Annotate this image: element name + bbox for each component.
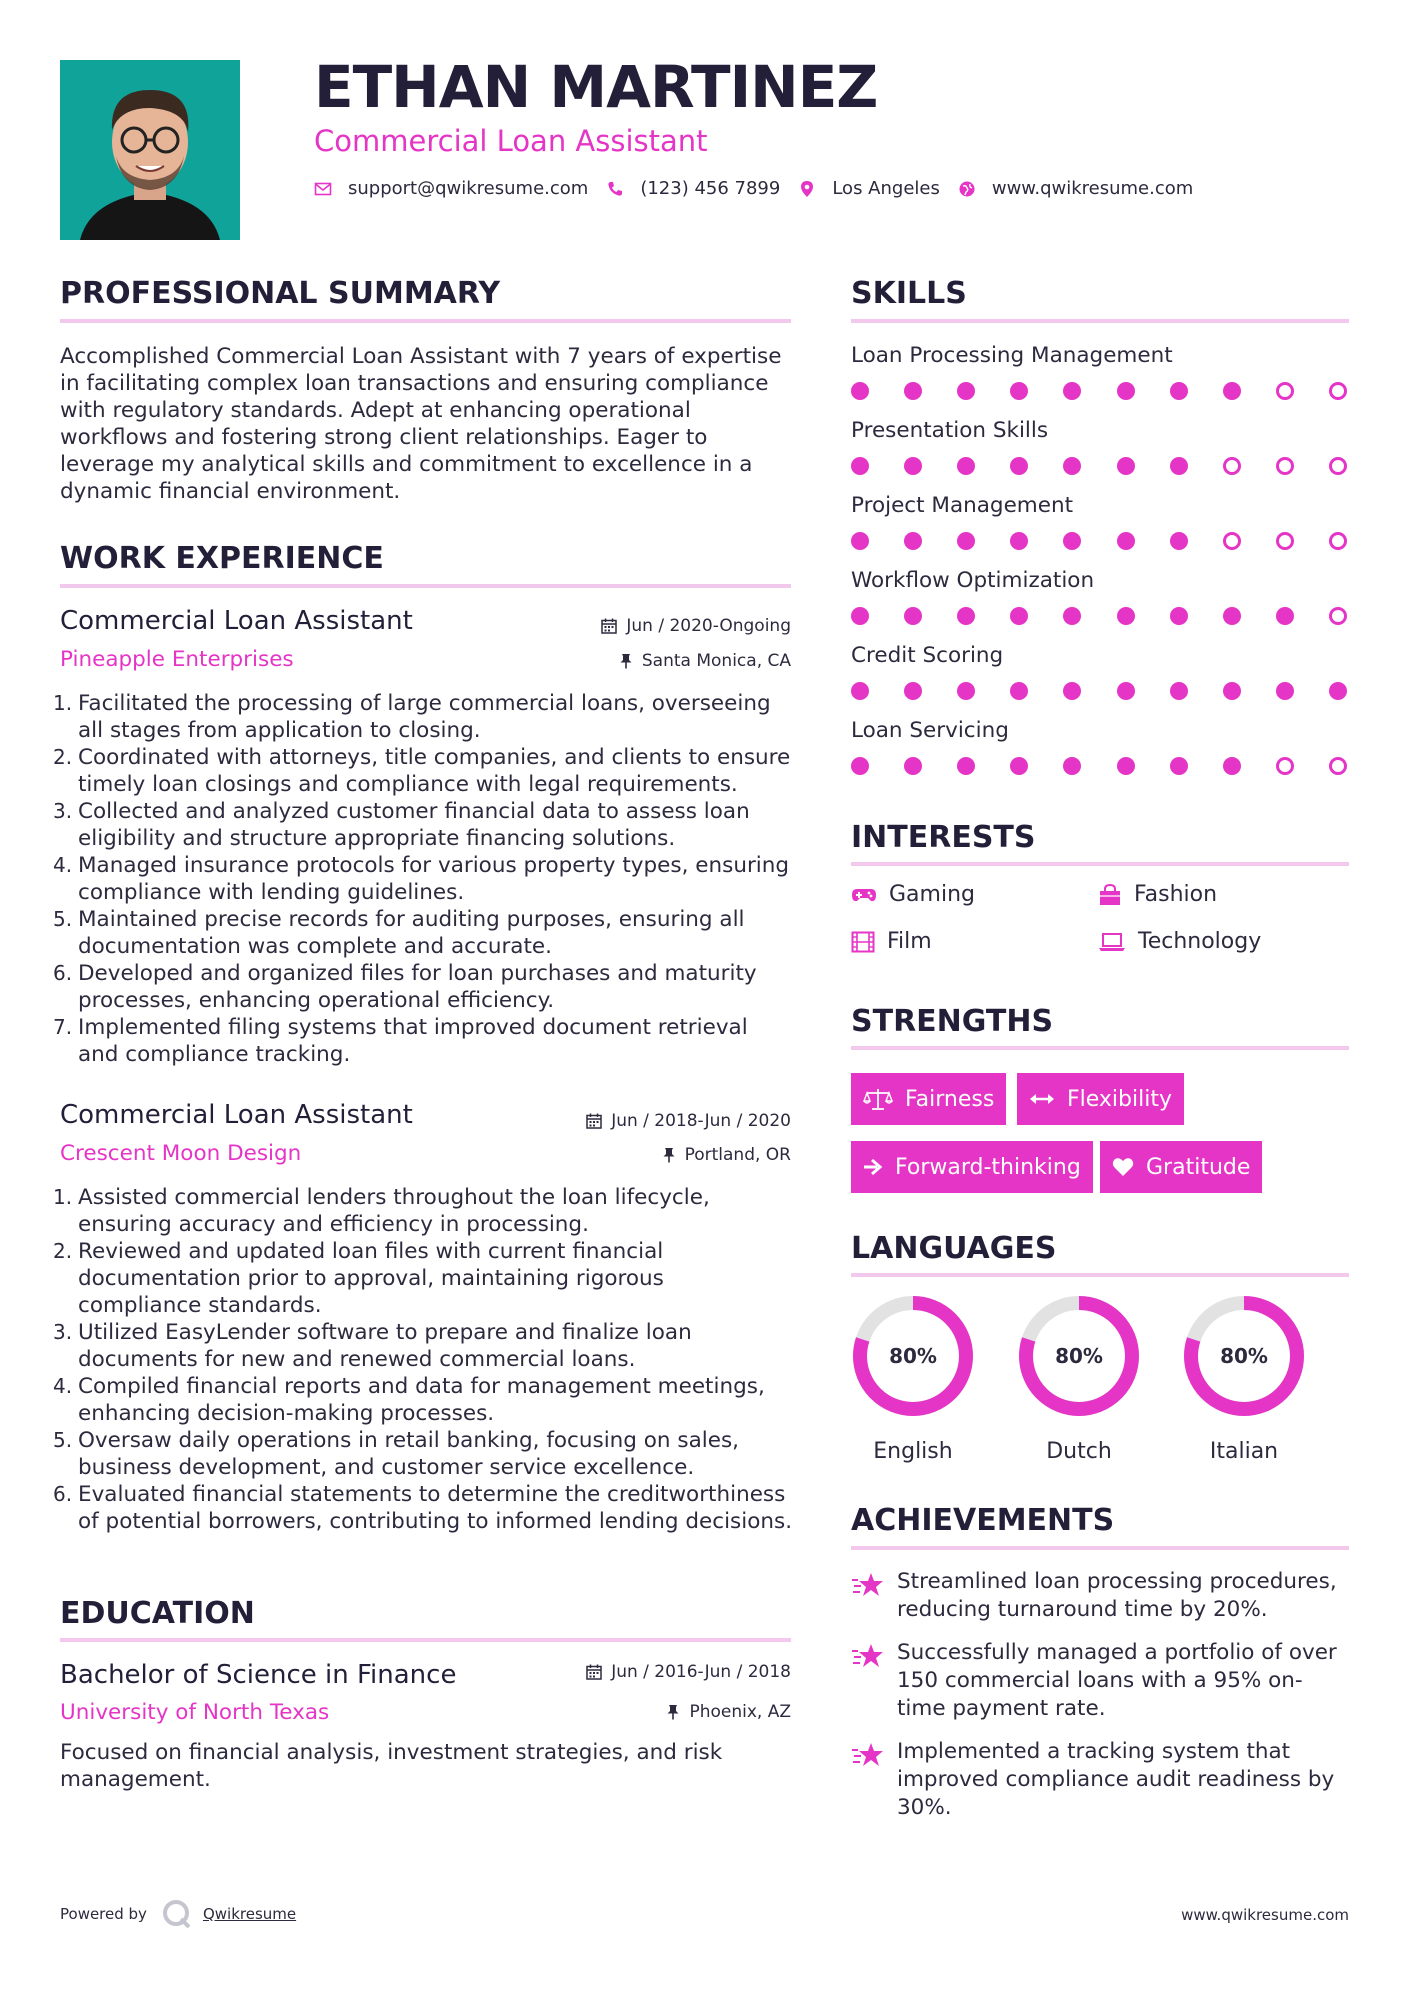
skill-dot-filled: [1010, 607, 1028, 625]
arrow-right-icon: [863, 1158, 883, 1176]
job-location-text: Santa Monica, CA: [641, 651, 791, 671]
list-item: 1. Assisted commercial lenders throughout the loan lifecycle, ensuring accuracy and efficiency in processing.: [53, 1185, 710, 1237]
skill-name: Workflow Optimization: [851, 568, 1095, 593]
calendar-icon: [601, 618, 617, 634]
skill-rating: [851, 607, 1349, 627]
list-item: 2. Reviewed and updated loan files with current financial documentation prior to approval, maintaining rigorous compliance standards.: [53, 1239, 664, 1318]
skill-rating: [851, 457, 1349, 477]
skill-dot-filled: [1063, 682, 1081, 700]
skill-dot-empty: [1329, 607, 1347, 625]
contact-email[interactable]: [314, 178, 588, 199]
list-item: 7. Implemented filing systems that improved document retrieval and compliance tracking.: [53, 1015, 748, 1067]
language-item: [851, 1294, 975, 1464]
skill-dot-filled: [957, 682, 975, 700]
interest-technology: [1098, 929, 1261, 954]
education-dates: [586, 1662, 791, 1682]
interests-heading: INTERESTS: [851, 820, 1036, 855]
skill-dot-filled: [1170, 757, 1188, 775]
skill-dot-empty: [1276, 457, 1294, 475]
skill-dot-filled: [1329, 682, 1347, 700]
list-item: 6. Developed and organized files for loan purchases and maturity processes, enhancing operational efficiency.: [53, 961, 757, 1013]
gamepad-icon: [851, 886, 877, 904]
skill-dot-filled: [957, 457, 975, 475]
skill-dot-filled: [1170, 382, 1188, 400]
achievement-text: Successfully managed a portfolio of over 150 commercial loans with a 95% on-time payment rate.: [897, 1640, 1337, 1721]
job-title: Commercial Loan Assistant: [60, 606, 413, 636]
achievements-divider: [851, 1546, 1349, 1550]
skill-dot-empty: [1329, 382, 1347, 400]
list-item: 1. Facilitated the processing of large commercial loans, overseeing all stages from application to closing.: [53, 691, 771, 743]
skill-dot-filled: [1223, 757, 1241, 775]
interest-label: Gaming: [889, 882, 975, 907]
skill-dot-filled: [1117, 532, 1135, 550]
skill-dot-filled: [904, 757, 922, 775]
profile-photo: [60, 60, 240, 240]
skill-dot-filled: [1170, 532, 1188, 550]
skill-dot-filled: [1223, 382, 1241, 400]
skill-dot-filled: [851, 382, 869, 400]
education-location: [666, 1702, 791, 1722]
skill-dot-filled: [851, 682, 869, 700]
heart-icon: [1112, 1157, 1134, 1177]
achievement-item: [851, 1639, 1349, 1723]
skill-dot-empty: [1276, 757, 1294, 775]
job-dates: [601, 616, 791, 636]
calendar-icon: [586, 1664, 602, 1680]
strength-label: Gratitude: [1146, 1154, 1251, 1180]
job-company: Pineapple Enterprises: [60, 647, 294, 672]
language-item: [1017, 1294, 1141, 1464]
skill-dot-filled: [1170, 607, 1188, 625]
contact-phone[interactable]: [606, 178, 780, 199]
interest-fashion: [1098, 882, 1217, 907]
list-item: 2. Coordinated with attorneys, title companies, and clients to ensure timely loan closings and compliance with legal requirements.: [53, 745, 791, 797]
skill-dot-empty: [1329, 457, 1347, 475]
phone-icon: [606, 180, 624, 198]
skill-dot-filled: [1063, 457, 1081, 475]
list-item: 5. Oversaw daily operations in retail banking, focusing on sales, business development, and customer service excellence.: [53, 1428, 740, 1480]
pin-icon: [666, 1704, 680, 1720]
strength-tag-flexibility: [1017, 1073, 1184, 1125]
skills-divider: [851, 319, 1349, 323]
skill-name: Loan Servicing: [851, 718, 1009, 743]
language-item: [1182, 1294, 1306, 1464]
language-name: Dutch: [1046, 1439, 1112, 1464]
strength-label: Fairness: [905, 1086, 995, 1112]
skill-dot-empty: [1223, 532, 1241, 550]
skill-dot-filled: [1010, 682, 1028, 700]
skill-dot-filled: [957, 532, 975, 550]
interests-divider: [851, 862, 1349, 866]
list-item: 3. Collected and analyzed customer financial data to assess loan eligibility and structure appropriate financing solutions.: [53, 799, 750, 851]
language-percent: 80%: [1220, 1344, 1268, 1368]
language-name: Italian: [1209, 1439, 1279, 1464]
skill-dot-filled: [1063, 532, 1081, 550]
skill-dot-filled: [1276, 682, 1294, 700]
phone-text: (123) 456 7899: [640, 178, 781, 199]
strengths-divider: [851, 1046, 1349, 1050]
arrows-horizontal-icon: [1029, 1092, 1055, 1106]
skill-name: Credit Scoring: [851, 643, 1004, 668]
skill-dot-filled: [904, 382, 922, 400]
job-dates-text: Jun / 2020-Ongoing: [626, 616, 791, 636]
skill-dot-empty: [1276, 532, 1294, 550]
interest-label: Fashion: [1134, 882, 1218, 907]
candidate-title: Commercial Loan Assistant: [314, 124, 708, 158]
job-bullets: [53, 1184, 793, 1535]
pin-icon: [619, 653, 633, 669]
balance-scale-icon: [863, 1088, 893, 1110]
skill-dot-filled: [1117, 457, 1135, 475]
skill-dot-filled: [904, 682, 922, 700]
languages-divider: [851, 1273, 1349, 1277]
globe-icon: [958, 180, 976, 198]
calendar-icon: [586, 1113, 602, 1129]
education-description: Focused on financial analysis, investment strategies, and risk management.: [60, 1740, 723, 1792]
job-title: Commercial Loan Assistant: [60, 1100, 413, 1130]
skill-dot-filled: [851, 532, 869, 550]
skill-dot-filled: [1170, 682, 1188, 700]
skill-dot-filled: [1117, 682, 1135, 700]
skill-dot-filled: [957, 757, 975, 775]
skill-rating: [851, 757, 1349, 777]
pin-icon: [662, 1147, 676, 1163]
strength-label: Forward-thinking: [895, 1154, 1081, 1180]
footer-powered-by: [60, 1898, 296, 1930]
skill-dot-filled: [957, 382, 975, 400]
degree-title: Bachelor of Science in Finance: [60, 1660, 457, 1690]
list-item: 4. Compiled financial reports and data for management meetings, enhancing decision-making processes.: [53, 1374, 765, 1426]
skill-dot-filled: [1010, 757, 1028, 775]
achievement-text: Implemented a tracking system that improved compliance audit readiness by 30%.: [897, 1739, 1335, 1820]
list-item: 5. Maintained precise records for auditing purposes, ensuring all documentation was complete and accurate.: [53, 907, 745, 959]
summary-heading: PROFESSIONAL SUMMARY: [60, 276, 501, 311]
powered-by-label: Powered by: [60, 1905, 147, 1923]
skill-dot-filled: [1170, 457, 1188, 475]
achievements-heading: ACHIEVEMENTS: [851, 1503, 1115, 1538]
map-pin-icon: [798, 180, 816, 198]
skill-dot-filled: [1010, 457, 1028, 475]
list-item: 4. Managed insurance protocols for various property types, ensuring compliance with lending guidelines.: [53, 853, 790, 905]
skill-dot-filled: [1063, 757, 1081, 775]
skill-dot-empty: [1329, 532, 1347, 550]
email-text: support@qwikresume.com: [348, 178, 589, 199]
skill-name: Presentation Skills: [851, 418, 1049, 443]
achievement-text: Streamlined loan processing procedures, reducing turnaround time by 20%.: [897, 1569, 1337, 1622]
qwikresume-link[interactable]: Qwikresume: [202, 1905, 297, 1923]
skill-dot-filled: [851, 607, 869, 625]
location-text: Los Angeles: [832, 178, 940, 199]
skill-dot-filled: [957, 607, 975, 625]
interest-label: Technology: [1138, 929, 1262, 954]
education-location-text: Phoenix, AZ: [689, 1702, 791, 1722]
skill-dot-filled: [851, 757, 869, 775]
skill-dot-filled: [1276, 607, 1294, 625]
school-name: University of North Texas: [60, 1700, 330, 1725]
star-icon: [851, 1571, 885, 1599]
skill-dot-filled: [851, 457, 869, 475]
job-company: Crescent Moon Design: [60, 1141, 302, 1166]
interest-gaming: [851, 882, 975, 907]
skill-rating: [851, 532, 1349, 552]
education-heading: EDUCATION: [60, 1596, 255, 1631]
skill-dot-filled: [904, 457, 922, 475]
contact-location: [798, 178, 940, 199]
education-dates-text: Jun / 2016-Jun / 2018: [611, 1662, 791, 1682]
achievement-item: [851, 1738, 1349, 1822]
education-divider: [60, 1638, 791, 1642]
website-text: www.qwikresume.com: [991, 178, 1194, 199]
interest-label: Film: [887, 929, 932, 954]
language-percent: 80%: [1055, 1344, 1103, 1368]
footer-website[interactable]: www.qwikresume.com: [1181, 1906, 1349, 1924]
job-location-text: Portland, OR: [684, 1145, 791, 1165]
summary-divider: [60, 319, 791, 323]
skill-dot-filled: [1063, 607, 1081, 625]
skill-dot-filled: [1010, 382, 1028, 400]
languages-heading: LANGUAGES: [851, 1231, 1057, 1266]
film-icon: [851, 931, 875, 953]
list-item: 3. Utilized EasyLender software to prepare and finalize loan documents for new and renewed commercial loans.: [53, 1320, 692, 1372]
experience-divider: [60, 584, 791, 588]
skill-name: Project Management: [851, 493, 1074, 518]
language-name: English: [873, 1439, 953, 1464]
star-icon: [851, 1741, 885, 1769]
job-bullets: [53, 690, 793, 1068]
skill-rating: [851, 682, 1349, 702]
achievement-item: [851, 1568, 1349, 1624]
job-dates-text: Jun / 2018-Jun / 2020: [611, 1111, 791, 1131]
skill-dot-filled: [1223, 682, 1241, 700]
strength-tag-fairness: [851, 1073, 1006, 1125]
skill-dot-filled: [1223, 607, 1241, 625]
job-dates: [586, 1111, 791, 1131]
strength-tag-forward-thinking: [851, 1141, 1093, 1193]
strength-tag-gratitude: [1100, 1141, 1262, 1193]
skill-name: Loan Processing Management: [851, 343, 1173, 368]
strength-label: Flexibility: [1067, 1086, 1172, 1112]
experience-heading: WORK EXPERIENCE: [60, 541, 384, 576]
skill-dot-filled: [1063, 382, 1081, 400]
laptop-icon: [1098, 932, 1126, 952]
skill-dot-filled: [1010, 532, 1028, 550]
skill-dot-empty: [1329, 757, 1347, 775]
summary-text: Accomplished Commercial Loan Assistant with 7 years of expertise in facilitating complex loan transactions and ensuring compliance with regulatory standards. Adept at enhancing operational workflows and fostering strong client relationships. Eager to leverage my analytical skills and commitment to excellence in a dynamic financial environment.: [60, 344, 782, 504]
skill-dot-filled: [1117, 382, 1135, 400]
language-percent: 80%: [889, 1344, 937, 1368]
interest-film: [851, 929, 932, 954]
qwikresume-logo-icon: [161, 1898, 193, 1930]
job-location: [662, 1145, 791, 1165]
shopping-bag-icon: [1098, 884, 1122, 906]
star-icon: [851, 1642, 885, 1670]
list-item: 6. Evaluated financial statements to determine the creditworthiness of potential borrowers, contributing to informed lending decisions.: [53, 1482, 793, 1534]
candidate-name: ETHAN MARTINEZ: [314, 53, 878, 121]
skills-heading: SKILLS: [851, 276, 967, 311]
skill-dot-filled: [1117, 757, 1135, 775]
skill-dot-empty: [1276, 382, 1294, 400]
skill-rating: [851, 382, 1349, 402]
envelope-icon: [314, 180, 332, 198]
job-location: [619, 651, 791, 671]
skill-dot-filled: [1117, 607, 1135, 625]
contact-website[interactable]: [958, 178, 1193, 199]
skill-dot-empty: [1223, 457, 1241, 475]
contact-bar: [314, 178, 1211, 199]
strengths-heading: STRENGTHS: [851, 1004, 1054, 1039]
skill-dot-filled: [904, 532, 922, 550]
skill-dot-filled: [904, 607, 922, 625]
